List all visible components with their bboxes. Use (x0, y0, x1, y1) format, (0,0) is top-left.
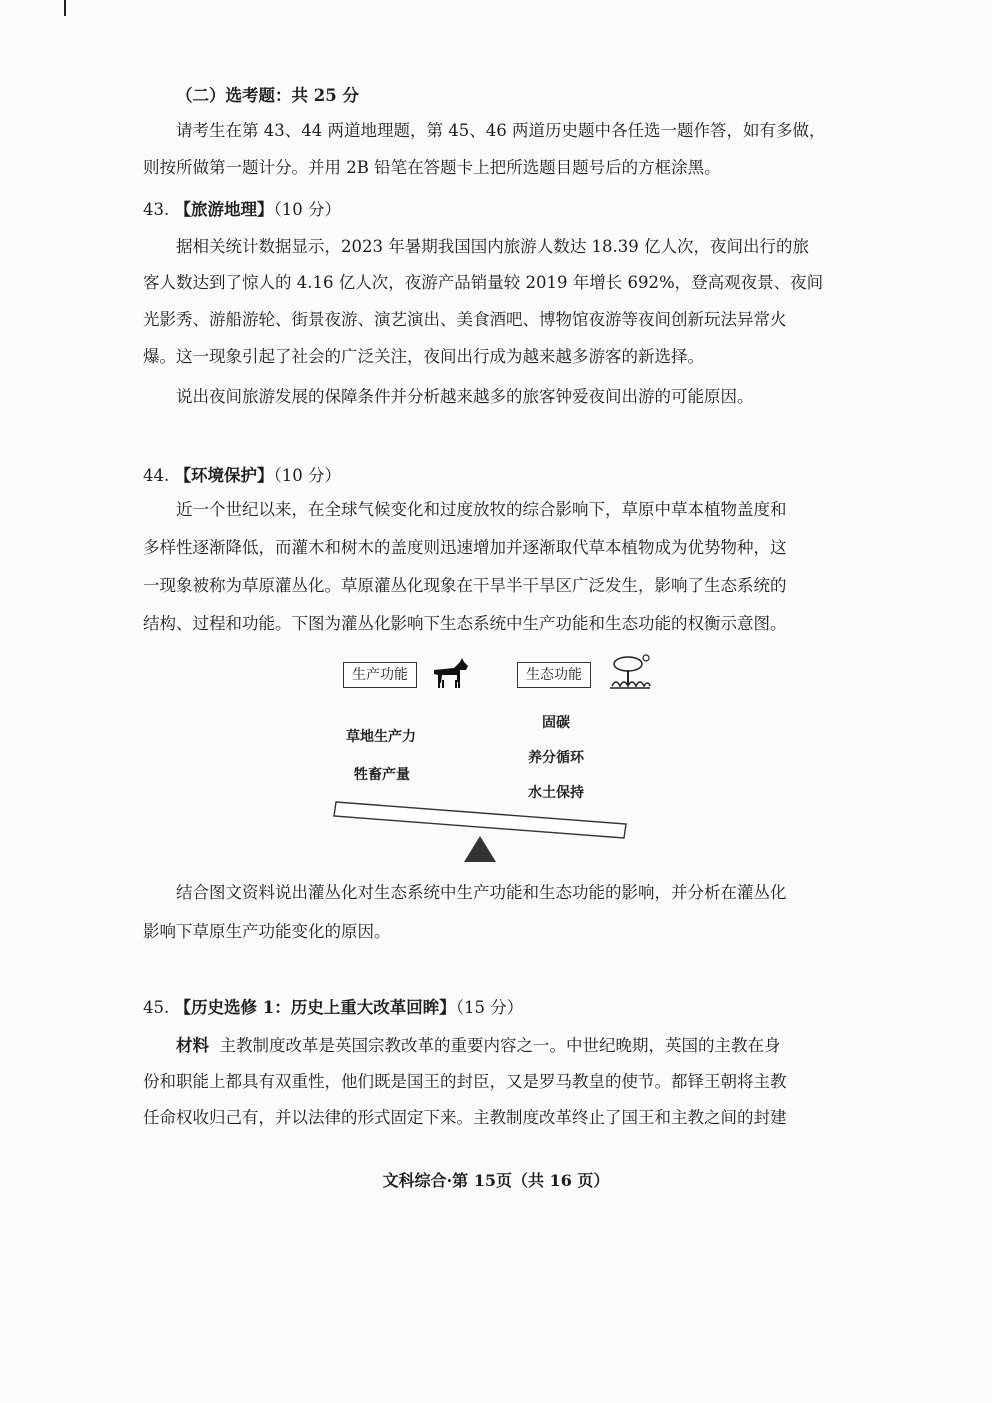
q45-number: 45. (143, 998, 170, 1017)
q43-score: （10 分） (273, 200, 341, 219)
seesaw-fulcrum (464, 836, 496, 862)
nutrient-cycling-label: 养分循环 (528, 750, 584, 766)
page-footer: 文科综合·第 15页（共 16 页） (382, 1171, 610, 1190)
ecological-function-box: 生态功能 (517, 662, 591, 688)
q44-heading (143, 466, 853, 486)
q44-body-3: 一现象被称为草原灌丛化。草原灌丛化现象在干旱半干旱区广泛发生，影响了生态系统的 (143, 576, 787, 595)
q45-heading (143, 998, 853, 1018)
shrub-tree-icon (608, 652, 652, 692)
q44-topic: 【环境保护】 (174, 466, 274, 485)
production-function-box: 生产功能 (343, 662, 417, 688)
livestock-yield-label: 牲畜产量 (354, 767, 410, 783)
q45-body-3: 任命权收归己有，并以法律的形式固定下来。主教制度改革终止了国王和主教之间的封建 (143, 1108, 787, 1127)
q43-body-3: 光影秀、游船游轮、街景夜游、演艺演出、美食酒吧、博物馆夜游等夜间创新玩法异常火 (143, 310, 787, 329)
material-label: 材料 (176, 1036, 209, 1055)
q45-score: （15 分） (455, 998, 524, 1017)
section-title: （二）选考题：共 25 分 (176, 86, 359, 105)
q45-body-1-text: 主教制度改革是英国宗教改革的重要内容之一。中世纪晚期，英国的主教在身 (219, 1036, 781, 1055)
q43-body-2: 客人数达到了惊人的 4.16 亿人次，夜游产品销量较 2019 年增长 692%，登高观夜景、夜间 (143, 273, 824, 292)
q43-heading (143, 200, 853, 220)
goat-icon (430, 656, 470, 692)
seesaw-balance (330, 792, 660, 867)
q43-topic: 【旅游地理】 (174, 200, 274, 219)
grassland-productivity-label: 草地生产力 (346, 729, 416, 745)
tradeoff-diagram (330, 652, 660, 867)
q44-body-1: 近一个世纪以来，在全球气候变化和过度放牧的综合影响下，草原中草本植物盖度和 (176, 500, 787, 519)
carbon-sequestration-label: 固碳 (542, 715, 570, 731)
q44-score: （10 分） (273, 466, 341, 485)
section-instruction-2: 则按所做第一题计分。并用 2B 铅笔在答题卡上把所选题目题号后的方框涂黑。 (143, 158, 721, 177)
q43-body-4: 爆。这一现象引起了社会的广泛关注，夜间出行成为越来越多游客的新选择。 (143, 347, 704, 366)
q44-number: 44. (143, 466, 170, 485)
q45-body-2: 份和职能上都具有双重性，他们既是国王的封臣，又是罗马教皇的使节。都铎王朝将主教 (143, 1072, 787, 1091)
page-mark (64, 0, 66, 16)
soil-water-conservation-label: 水土保持 (528, 785, 584, 801)
q43-number: 43. (143, 200, 170, 219)
q43-question: 说出夜间旅游发展的保障条件并分析越来越多的旅客钟爱夜间出游的可能原因。 (176, 387, 754, 406)
q44-question-1: 结合图文资料说出灌丛化对生态系统中生产功能和生态功能的影响，并分析在灌丛化 (176, 883, 787, 902)
q43-body-1: 据相关统计数据显示，2023 年暑期我国国内旅游人数达 18.39 亿人次，夜间出行的旅 (176, 237, 809, 256)
q45-body-1 (176, 1036, 886, 1056)
seesaw-plank (334, 802, 626, 838)
q44-question-2: 影响下草原生产功能变化的原因。 (143, 922, 391, 941)
q44-body-4: 结构、过程和功能。下图为灌丛化影响下生态系统中生产功能和生态功能的权衡示意图。 (143, 614, 787, 633)
q45-topic: 【历史选修 1：历史上重大改革回眸】 (174, 998, 456, 1017)
q44-body-2: 多样性逐渐降低，而灌木和树木的盖度则迅速增加并逐渐取代草本植物成为优势物种，这 (143, 538, 787, 557)
section-instruction-1: 请考生在第 43、44 两道地理题，第 45、46 两道历史题中各任选一题作答，如有多做， (176, 121, 826, 140)
